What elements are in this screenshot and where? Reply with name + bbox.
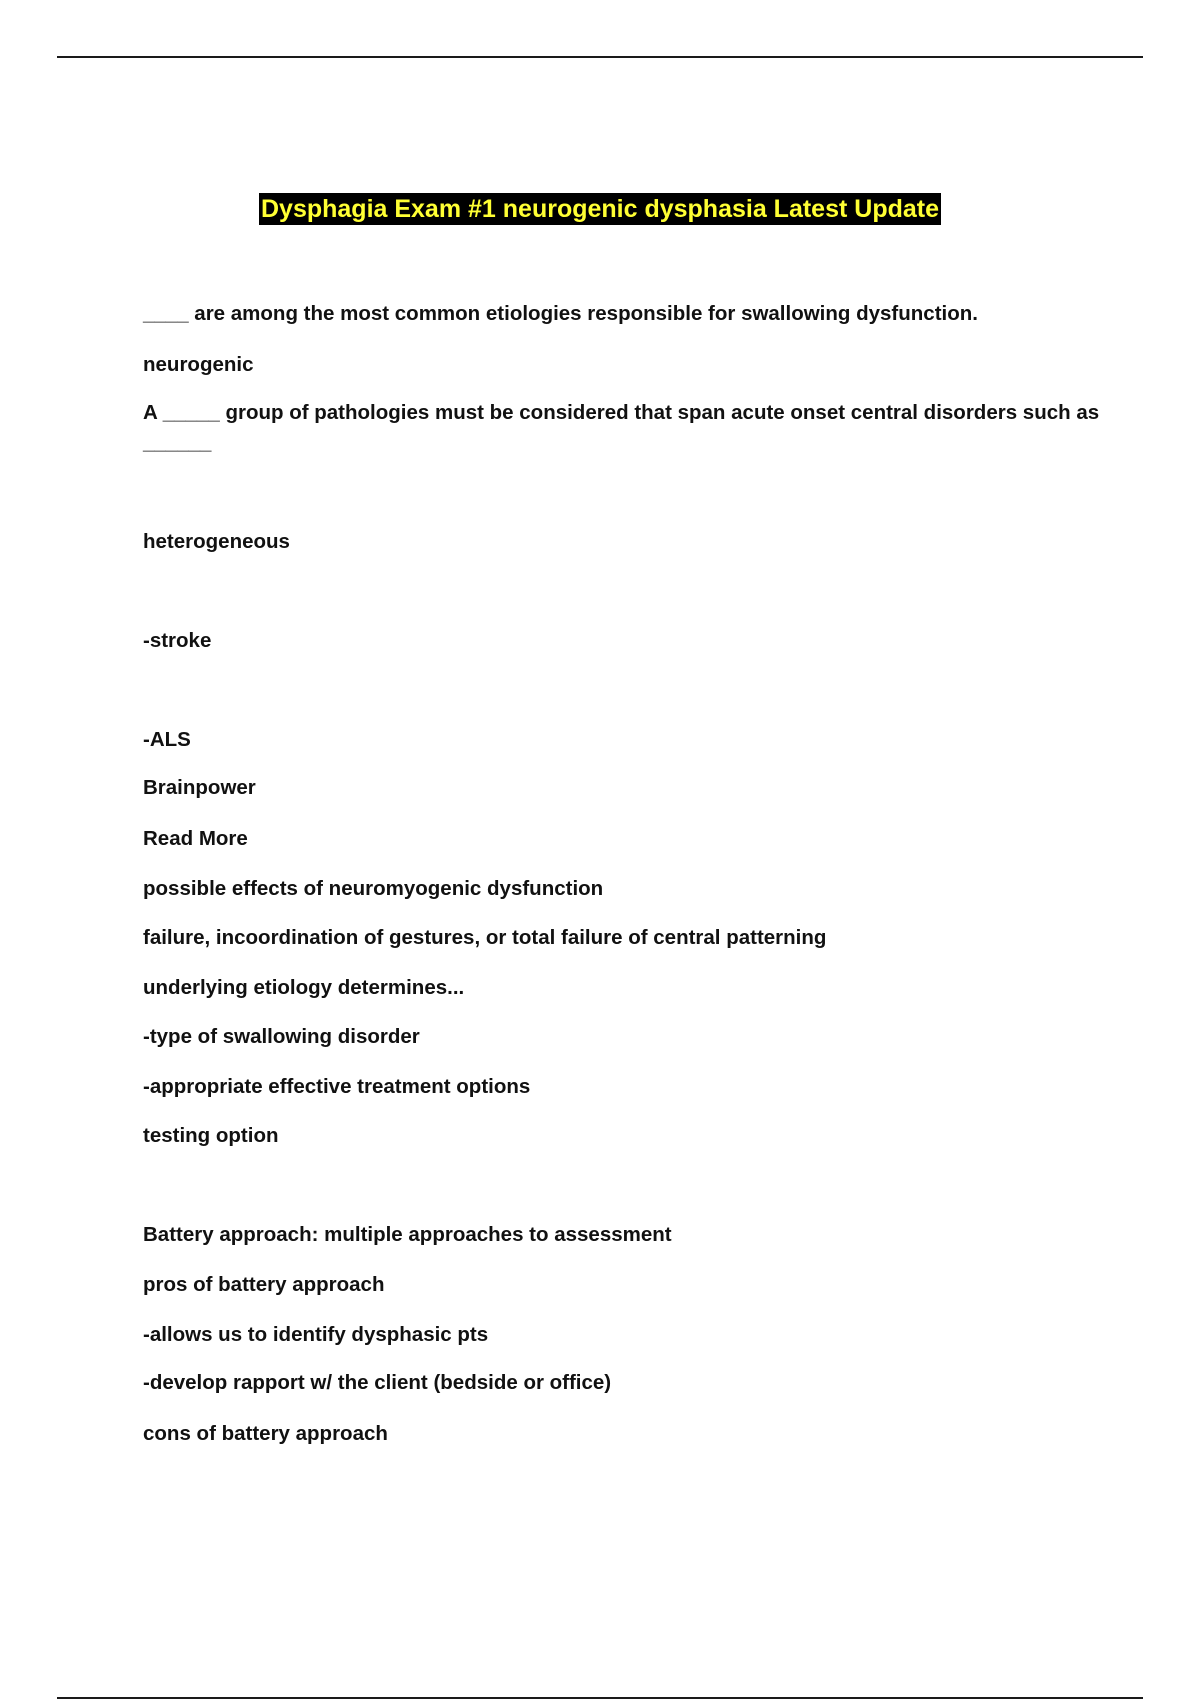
answer-line: -stroke: [143, 629, 212, 652]
question-line: cons of battery approach: [143, 1422, 388, 1445]
title-container: [0, 193, 1200, 225]
text-line: Brainpower: [143, 776, 256, 799]
answer-line: failure, incoordination of gestures, or total failure of central patterning: [143, 926, 827, 949]
top-rule: [57, 56, 1143, 58]
answer-line: -ALS: [143, 728, 191, 751]
question-line: testing option: [143, 1124, 279, 1147]
answer-line: neurogenic: [143, 353, 254, 376]
answer-line: -allows us to identify dysphasic pts: [143, 1323, 489, 1346]
question-line: underlying etiology determines...: [143, 976, 465, 999]
question-line: A _____ group of pathologies must be considered that span acute onset central disorders such as ______: [143, 401, 1100, 454]
question-line: pros of battery approach: [143, 1273, 385, 1296]
answer-line: heterogeneous: [143, 530, 290, 553]
question-line: ____ are among the most common etiologies responsible for swallowing dysfunction.: [143, 302, 978, 325]
question-line: possible effects of neuromyogenic dysfunction: [143, 877, 604, 900]
text-line: Read More: [143, 827, 248, 850]
answer-line: -develop rapport w/ the client (bedside or office): [143, 1371, 612, 1394]
answer-line: Battery approach: multiple approaches to assessment: [143, 1223, 672, 1246]
answer-line: -appropriate effective treatment options: [143, 1075, 531, 1098]
bottom-rule: [57, 1697, 1143, 1699]
document-title: Dysphagia Exam #1 neurogenic dysphasia Latest Update: [260, 195, 939, 223]
answer-line: -type of swallowing disorder: [143, 1025, 420, 1048]
